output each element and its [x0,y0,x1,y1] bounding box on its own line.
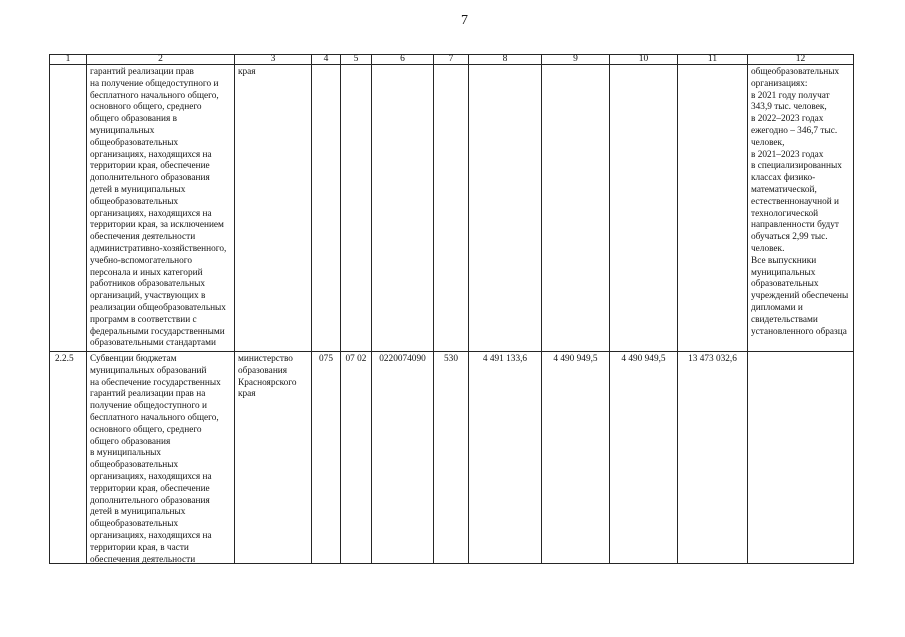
text-line: обучаться 2,99 тыс. [751,232,828,243]
column-header-5: 5 [341,55,372,65]
text-line: образовательными стандартами [90,338,216,349]
text-line: учреждений обеспечены [751,291,849,302]
table-row [50,65,854,352]
text-line: 343,9 тыс. человек, [751,102,827,113]
text-line: края [238,389,256,400]
column-header-12: 12 [748,55,854,65]
text-line: муниципальных [751,267,816,278]
text-line: дополнительного образования [90,173,210,184]
cell-value [678,65,747,351]
text-line: персонала и иных категорий [90,267,203,278]
cell-value: 13 473 032,6 [688,354,737,364]
text-line: общего образования [90,436,171,447]
text-line: организациях, находящихся на [90,149,212,160]
text-line: направленности будут [751,220,839,231]
text-line: работников образовательных [90,279,205,290]
text-line: Все выпускники [751,255,817,266]
text-line: края [238,67,256,77]
text-line: в специализированных [751,161,842,172]
text-line: территории края, обеспечение [90,483,210,494]
cell-value [434,65,468,351]
column-header-7: 7 [434,55,469,65]
text-line: гарантий реализации прав [90,67,194,77]
cell-r1-c3 [235,65,312,352]
text-line: свидетельствами [751,314,818,325]
text-line: дипломами и [751,302,803,313]
cell-r2-c11 [678,352,748,564]
text-line: реализации общеобразовательных [90,302,226,313]
text-line: дополнительного образования [90,495,210,506]
text-line: обеспечения деятельности [90,232,196,243]
cell-r2-c6 [372,352,434,564]
cell-r2-c4 [312,352,341,564]
text-line: муниципальных [90,125,155,136]
column-header-6: 6 [372,55,434,65]
cell-r1-c6 [372,65,434,352]
cell-r2-c5 [341,352,372,564]
cell-r2-c7 [434,352,469,564]
cell-value [372,65,433,351]
column-header-11: 11 [678,55,748,65]
text-line: учебно-вспомогательного [90,255,192,266]
cell-r1-c2 [87,65,235,352]
text-line: математической, [751,184,817,195]
text-line: муниципальных образований [90,365,207,376]
text-line: основного общего, среднего [90,424,202,435]
cell-value: 075 [319,354,333,364]
executor-text [235,65,311,351]
text-line: на получение общедоступного и [90,78,219,89]
text-line: организациях, находящихся на [90,208,212,219]
cell-r1-c10 [610,65,678,352]
text-line: организациях, находящихся на [90,530,212,541]
page-number: 7 [461,13,468,28]
text-line: естественнонаучной и [751,196,840,207]
text-line: в муниципальных [90,448,162,459]
column-header-1: 1 [50,55,87,65]
cell-r1-c7 [434,65,469,352]
text-line: основного общего, среднего [90,102,202,113]
cell-r2-c1 [50,352,87,564]
cell-r2-c3 [235,352,312,564]
cell-value [610,65,677,351]
text-line: административно-хозяйственного, [90,243,227,254]
cell-r2-c2 [87,352,235,564]
column-header-3: 3 [235,55,312,65]
cell-value [542,65,609,351]
text-line: бесплатного начального общего, [90,90,219,101]
cell-r2-c10 [610,352,678,564]
cell-value: 0220074090 [379,354,426,364]
text-line: Красноярского [238,377,297,388]
row-number: 2.2.5 [55,354,74,364]
text-line: территории края, в части [90,542,189,553]
text-line: человек. [751,243,785,254]
text-line: территории края, за исключением [90,220,224,231]
text-line: образовательных [751,279,819,290]
result-text [748,352,853,563]
text-line: в 2021–2023 годах [751,149,824,160]
text-line: бесплатного начального общего, [90,412,219,423]
cell-value: 4 490 949,5 [621,354,666,364]
cell-r1-c8 [469,65,542,352]
cell-r1-c12 [748,65,854,352]
text-line: классах физико- [751,173,816,184]
text-line: общеобразовательных [90,137,179,148]
text-line: получение общедоступного и [90,401,207,412]
header-row [50,55,854,65]
text-line: детей в муниципальных [90,184,186,195]
text-line: Субвенции бюджетам [90,354,177,364]
text-line: образования [238,365,288,376]
cell-value [341,65,371,351]
result-text [748,65,853,351]
cell-r2-c12 [748,352,854,564]
text-line: общеобразовательных [90,460,179,471]
cell-value: 07 02 [345,354,367,364]
text-line: установленного образца [751,326,847,337]
cell-r2-c9 [542,352,610,564]
text-line: программ в соответствии с [90,314,197,325]
column-header-2: 2 [87,55,235,65]
cell-value: 530 [444,354,458,364]
text-line: технологической [751,208,819,219]
document-table [49,54,854,564]
cell-r1-c4 [312,65,341,352]
cell-value: 4 491 133,6 [482,354,528,364]
text-line: на обеспечение государственных [90,377,221,388]
text-line: организациях, находящихся на [90,471,212,482]
cell-r1-c5 [341,65,372,352]
text-line: организаций, участвующих в [90,291,206,302]
cell-value [469,65,541,351]
table-row [50,352,854,564]
text-line: гарантий реализации прав на [90,389,206,400]
description-text [87,65,234,351]
description-text [87,352,234,563]
cell-r1-c11 [678,65,748,352]
cell-value [312,65,340,351]
text-line: общеобразовательных [90,519,179,530]
text-line: детей в муниципальных [90,507,186,518]
column-header-4: 4 [312,55,341,65]
column-header-9: 9 [542,55,610,65]
executor-text [235,352,311,563]
text-line: ежегодно – 346,7 тыс. [751,125,838,136]
text-line: в 2021 году получат [751,90,830,101]
text-line: общеобразовательных [751,67,840,77]
text-line: человек, [751,137,785,148]
row-number [50,65,86,351]
text-line: обеспечения деятельности [90,554,196,563]
text-line: в 2022–2023 годах [751,114,824,125]
cell-r1-c1 [50,65,87,352]
text-line: организациях: [751,78,808,89]
text-line: территории края, обеспечение [90,161,210,172]
text-line: общеобразовательных [90,196,179,207]
cell-r1-c9 [542,65,610,352]
text-line: министерство [238,354,293,364]
text-line: федеральными государственными [90,326,225,337]
cell-r2-c8 [469,352,542,564]
column-header-8: 8 [469,55,542,65]
cell-value: 4 490 949,5 [553,354,598,364]
column-header-10: 10 [610,55,678,65]
text-line: общего образования в [90,114,177,125]
